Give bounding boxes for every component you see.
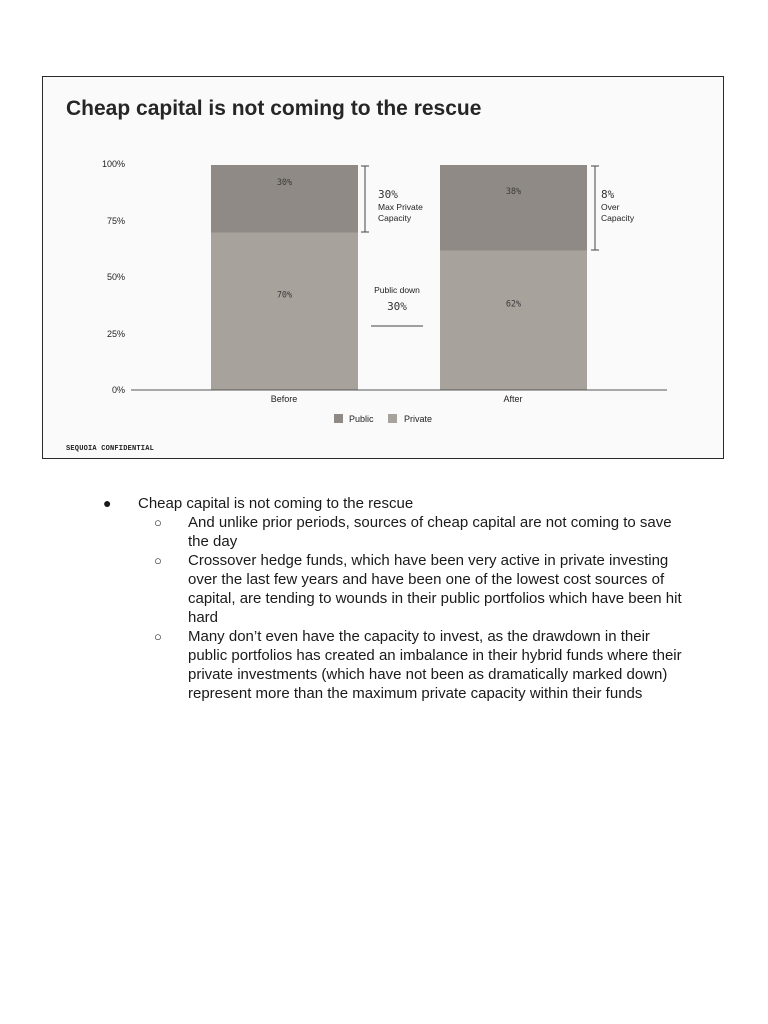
y-tick-label: 75% — [106, 216, 125, 226]
y-axis — [102, 159, 125, 395]
max-private-value: 30% — [378, 188, 398, 201]
over-capacity-value: 8% — [601, 188, 615, 201]
data-label-private-after: 62% — [505, 299, 522, 310]
max-private-annotation — [361, 166, 423, 232]
y-tick-label: 100% — [101, 159, 125, 169]
list-item-text: Cheap capital is not coming to the rescue — [138, 495, 414, 512]
slide-title: Cheap capital is not coming to the rescue — [66, 97, 482, 120]
y-tick-label: 50% — [106, 272, 125, 282]
list-item — [100, 513, 700, 551]
public-down-value: 30% — [387, 300, 407, 313]
list-item-text: Crossover hedge funds, which have been very active in private investing over the last few years and have been one of the lowest cost sources of capital, are tending to wounds in their public portfolios which have been hit hard — [188, 552, 682, 626]
list-item — [100, 627, 700, 703]
legend — [334, 414, 432, 424]
confidential-footer: SEQUOIA CONFIDENTIAL — [66, 445, 155, 453]
data-label-private-before: 70% — [276, 290, 293, 301]
bar-segment-private-after — [440, 251, 587, 391]
slide — [42, 76, 724, 459]
sub-bullet-icon: ○ — [154, 629, 162, 644]
list-item — [100, 494, 700, 513]
stacked-bar-chart — [43, 77, 723, 437]
list-item — [100, 551, 700, 627]
x-tick-label-before: Before — [270, 394, 298, 404]
list-item-text: And unlike prior periods, sources of cheap capital are not coming to save the day — [188, 514, 672, 550]
legend-swatch-private — [388, 414, 397, 423]
public-down-annotation — [371, 285, 423, 326]
sub-bullet-icon: ○ — [154, 553, 162, 568]
bars-group — [211, 165, 587, 390]
max-private-label-2: Capacity — [378, 213, 412, 223]
list-item-text: Many don’t even have the capacity to invest, as the drawdown in their public portfolios has created an imbalance in their hybrid funds where their private investments (which have not been as dramatically marked down) represent more than the maximum private capacity within their funds — [188, 628, 682, 702]
public-down-label: Public down — [374, 285, 420, 295]
bullet-icon: ● — [103, 495, 112, 511]
over-capacity-label-1: Over — [601, 202, 620, 212]
legend-swatch-public — [334, 414, 343, 423]
data-label-public-before: 30% — [276, 177, 293, 188]
x-tick-label-after: After — [503, 394, 523, 404]
y-tick-label: 0% — [111, 385, 125, 395]
max-private-label-1: Max Private — [378, 202, 423, 212]
legend-label-private: Private — [404, 414, 433, 424]
bar-segment-public-before — [211, 165, 358, 233]
data-label-public-after: 38% — [505, 186, 522, 197]
over-capacity-label-2: Capacity — [601, 213, 635, 223]
legend-label-public: Public — [349, 414, 374, 424]
speaker-notes — [100, 494, 700, 703]
bar-segment-public-after — [440, 165, 587, 251]
y-tick-label: 25% — [106, 329, 125, 339]
bar-segment-private-before — [211, 233, 358, 391]
over-capacity-annotation — [591, 166, 635, 250]
sub-bullet-icon: ○ — [154, 515, 162, 530]
